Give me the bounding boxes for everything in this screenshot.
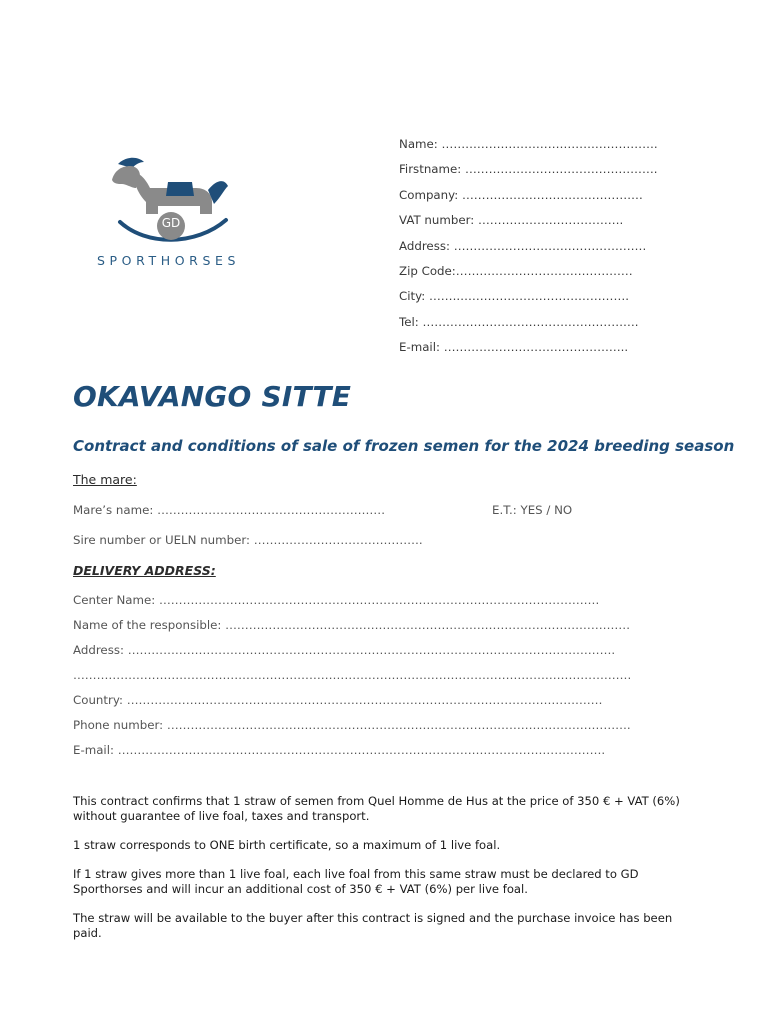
logo-initials: GD (161, 216, 181, 230)
zip-code-field[interactable]: Zip Code:……………………………………… (399, 263, 633, 278)
sire-ueln-field[interactable]: Sire number or UELN number: ……………………………………. (73, 533, 423, 547)
additional-foal-paragraph: If 1 straw gives more than 1 live foal, each live foal from this same straw must be declared to GD Sporthorses and will incur an additional cost of 350 € + VAT (6%) per live foal. (73, 867, 639, 896)
delivery-address-line2[interactable]: ……………………………………………………………………………………………………………………………. (73, 668, 632, 682)
rocking-horse-icon (96, 150, 246, 260)
delivery-address-label: DELIVERY ADDRESS: (73, 563, 216, 578)
buyer-contact-block (399, 134, 719, 363)
city-field[interactable]: City: ……..……………………………………. (399, 289, 629, 304)
vat-number-field[interactable]: VAT number: ………………………………. (399, 213, 624, 228)
birth-certificate-paragraph: 1 straw corresponds to ONE birth certificate, so a maximum of 1 live foal. (73, 838, 501, 852)
contract-subtitle: Contract and conditions of sale of frozen semen for the 2024 breeding season (73, 437, 735, 455)
center-name-field[interactable]: Center Name: …………………………………………………………………………………………………. (73, 593, 600, 607)
country-field[interactable]: Country: …………………………………………………………………………………………………………. (73, 693, 603, 707)
contract-terms-paragraph: This contract confirms that 1 straw of semen from Quel Homme de Hus at the price of 350 € + VAT (6%) without guarantee of live foal, taxes and transport. (73, 794, 680, 823)
mare-name-field[interactable]: Mare’s name: …………………………………………………. (73, 503, 385, 517)
company-field[interactable]: Company: ………………………………………. (399, 187, 643, 202)
delivery-email-field[interactable]: E-mail: ……………………………………………………………………………………………………………. (73, 743, 606, 757)
firstname-field[interactable]: Firstname: …………………………………………. (399, 162, 658, 177)
tel-field[interactable]: Tel: ………………………………………………. (399, 314, 639, 329)
phone-number-field[interactable]: Phone number: ………………………………………………………………………………………………………. (73, 718, 631, 732)
brand-name: SPORTHORSES (97, 253, 241, 268)
page-title: OKAVANGO SITTE (73, 380, 352, 413)
gd-sporthorses-logo (96, 150, 246, 270)
delivery-address-field[interactable]: Address: ……………………………………………………………………………………………………………. (73, 643, 616, 657)
responsible-name-field[interactable]: Name of the responsible: …………………………………………………………………………………………. (73, 618, 630, 632)
et-yes-no-field[interactable]: E.T.: YES / NO (492, 503, 573, 517)
email-field[interactable]: E-mail: ……………………………………….. (399, 340, 629, 355)
name-field[interactable]: Name: ………………………………………………. (399, 137, 658, 151)
straw-availability-paragraph: The straw will be available to the buyer after this contract is signed and the purchase invoice has been paid. (73, 911, 673, 940)
address-field[interactable]: Address: …………………………………………. (399, 238, 647, 253)
mare-section-label: The mare: (73, 472, 137, 487)
